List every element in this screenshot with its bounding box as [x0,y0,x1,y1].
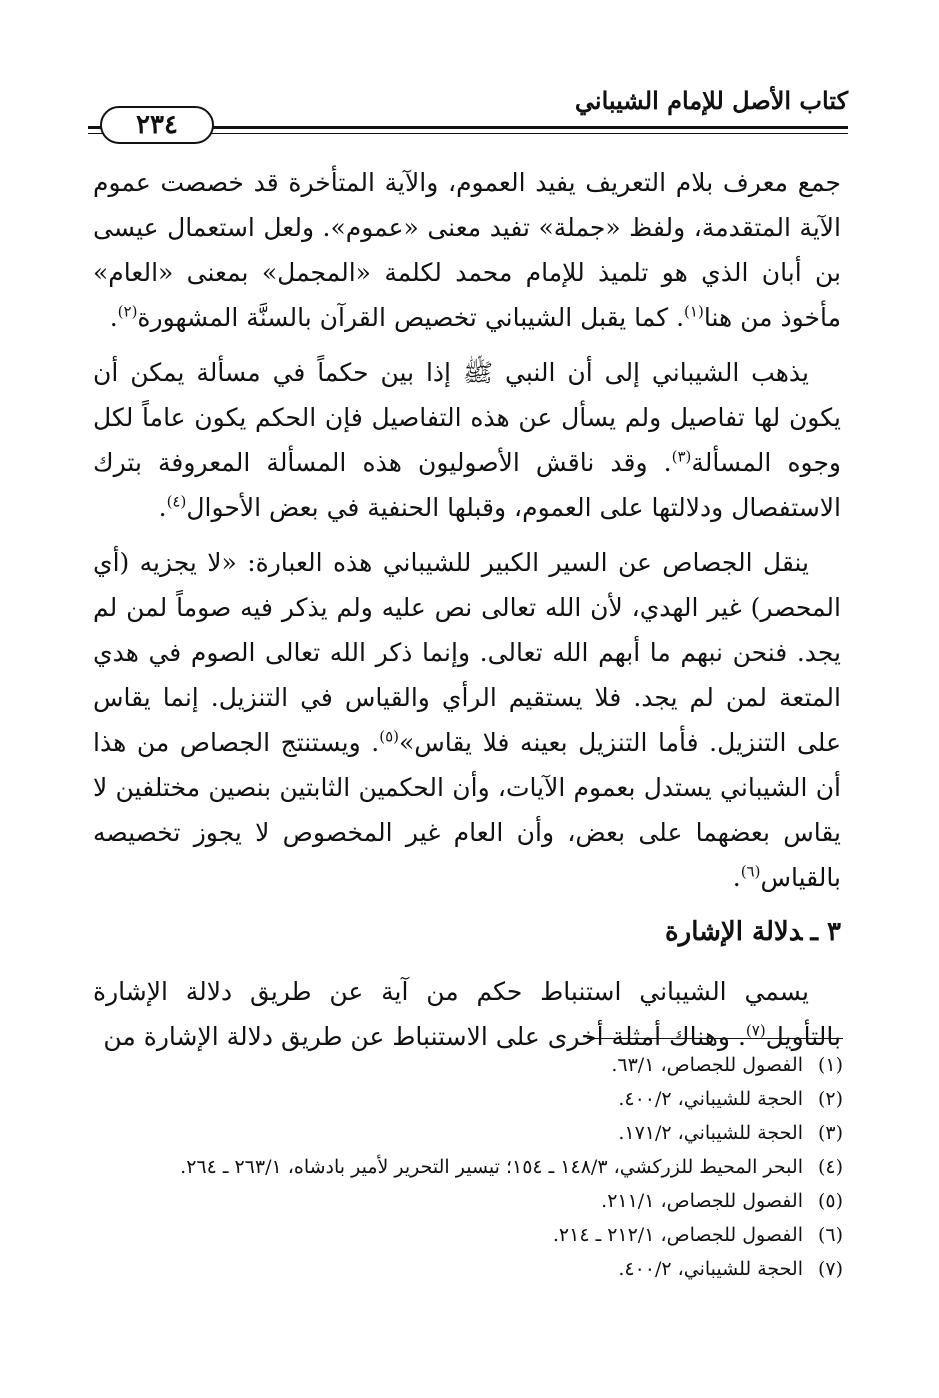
footnote-number: (٦) [817,1224,843,1246]
footnote [83,1048,843,1082]
paragraph-4 [93,969,841,1059]
paragraph-1 [93,160,841,340]
footnote-ref[interactable]: (٥) [379,727,399,746]
paragraph-end: . [158,493,167,522]
section-heading [93,910,841,955]
footnote-number: (٢) [817,1088,843,1110]
page-header [88,78,848,158]
paragraph-3 [93,540,841,900]
footnote [83,1082,843,1116]
running-title: كتاب الأصل للإمام الشيباني [574,86,848,115]
paragraph-text: يسمي الشيباني استنباط حكم من آية عن طريق دلالة الإشارة بالتأويل [93,977,841,1051]
footnote-ref[interactable]: (٢) [117,302,138,321]
footnote-number: (١) [817,1054,843,1076]
footnote-text: الحجة للشيباني، ٤٠٠/٢. [618,1258,803,1280]
footnote-ref[interactable]: (٦) [740,862,761,881]
footnote-text: البحر المحيط للزركشي، ١٤٨/٣ ـ ١٥٤؛ تيسير التحرير لأمير بادشاه، ٢٦٣/١ ـ ٢٦٤. [180,1156,803,1178]
page-number-frame [100,106,214,144]
footnote [83,1218,843,1252]
paragraph-text: . وقد ناقش الأصوليون هذه المسألة المعروفة بترك الاستفصال ودلالتها على العموم، وقبلها الحنفية في بعض الأحوال [93,448,841,522]
section-title: دلالة الإشارة [665,917,803,947]
footnote-number: (٧) [817,1258,843,1280]
footnote-text: الفصول للجصاص، ٦٣/١. [611,1054,803,1076]
paragraph-end: . [109,303,118,332]
page-number: ٢٣٤ [136,110,178,140]
paragraph-text: يذهب الشيباني إلى أن النبي ﷺ إذا بين حكماً في مسألة يمكن أن يكون لها تفاصيل ولم يسأل عن هذه التفاصيل فإن الحكم يكون عاماً لكل وجوه المسألة [93,358,841,477]
paragraph-text: . كما يقبل الشيباني تخصيص القرآن بالسنَّة المشهورة [137,303,685,332]
paragraph-end: . [732,863,741,892]
footnote-separator [587,1038,843,1039]
paragraph-2 [93,350,841,530]
footnote-number: (٥) [817,1190,843,1212]
footnote-text: الحجة للشيباني، ١٧١/٢. [618,1122,803,1144]
footnote-ref[interactable]: (٤) [166,492,187,511]
footnote-number: (٣) [817,1122,843,1144]
footnote-text: الحجة للشيباني، ٤٠٠/٢. [618,1088,803,1110]
footnote-ref[interactable]: (٣) [671,447,692,466]
footnotes [83,1048,843,1286]
footnote [83,1150,843,1184]
paragraph-text: ينقل الجصاص عن السير الكبير للشيباني هذه العبارة: «لا يجزيه (أي المحصر) غير الهدي، لأن الله تعالى نص عليه ولم يذكر فيه صوماً لمن لم يجد. فنحن نبهم ما أبهم الله تعالى. وإنما ذكر الله تعالى الصوم في هدي المتعة لمن لم يجد. فلا يستقيم الرأي والقياس في التنزيل. إنما يقاس على التنزيل. فأما التنزيل بعينه فلا يقاس» [93,548,841,757]
paragraph-text: . وهناك أمثلة أخرى على الاستنباط عن طريق دلالة الإشارة من [103,1022,746,1051]
footnote [83,1252,843,1286]
section-number: ٣ ـ [810,917,841,947]
footnote [83,1116,843,1150]
footnote-text: الفصول للجصاص، ٢١٢/١ ـ ٢١٤. [552,1224,803,1246]
paragraph-text: . ويستنتج الجصاص من هذا أن الشيباني يستدل بعموم الآيات، وأن الحكمين الثابتين بنصين مختلفين لا يقاس بعضهما على بعض، وأن العام غير المخصوص لا يجوز تخصيصه بالقياس [93,728,841,892]
footnote [83,1184,843,1218]
footnote-number: (٤) [817,1156,843,1178]
footnote-ref[interactable]: (٧) [745,1021,766,1040]
footnote-text: الفصول للجصاص، ٢١١/١. [601,1190,803,1212]
footnote-ref[interactable]: (١) [684,302,704,321]
body-text [93,160,841,1069]
paragraph-text: جمع معرف بلام التعريف يفيد العموم، والآية المتأخرة قد خصصت عموم الآية المتقدمة، ولفظ «جملة» تفيد معنى «عموم». ولعل استعمال عيسى بن أبان الذي هو تلميذ للإمام محمد لكلمة «المجمل» بمعنى «العام» مأخوذ من هنا [93,168,841,332]
